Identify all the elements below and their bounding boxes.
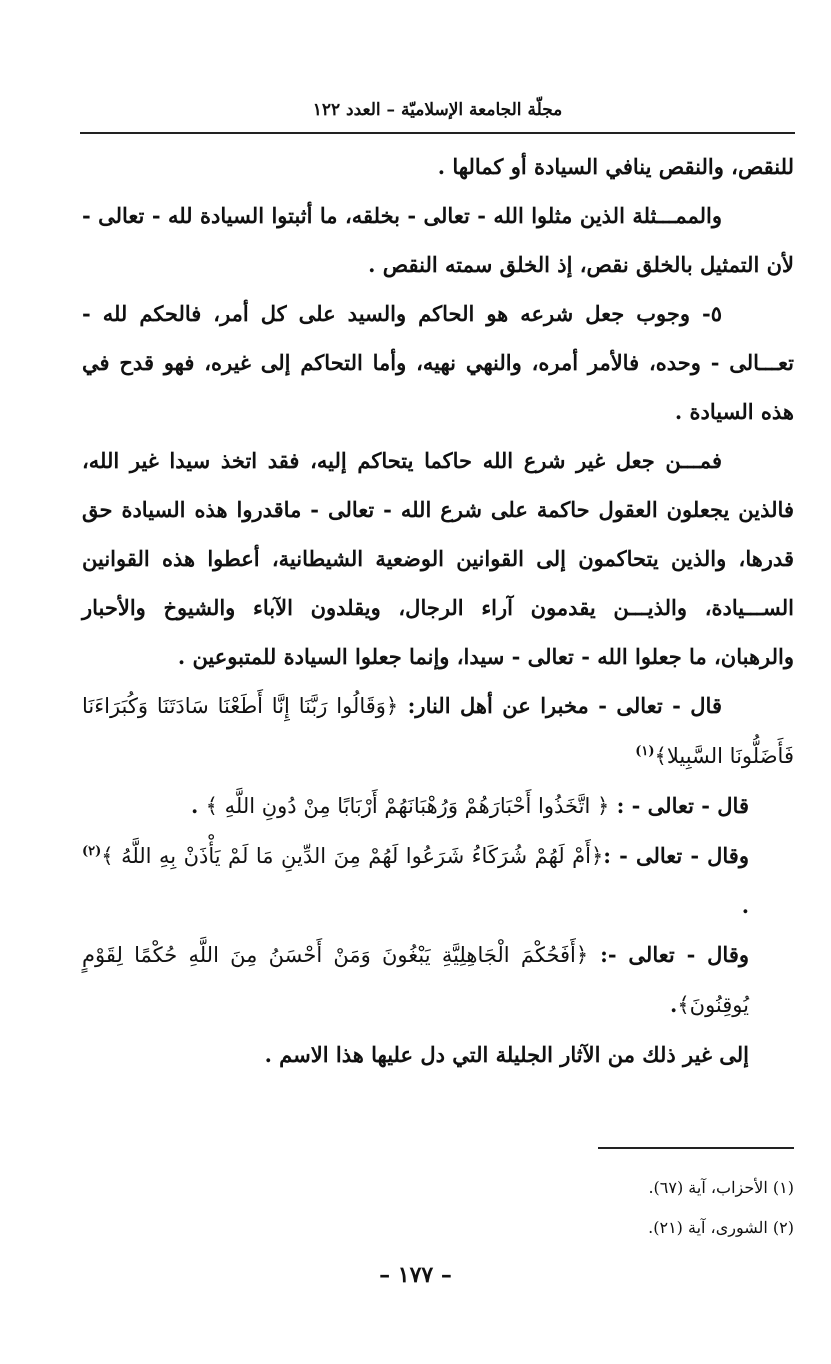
footnote-ref-2: (٢) bbox=[82, 844, 102, 859]
footnote-ref-1: (١) bbox=[635, 744, 655, 759]
paragraph-4: فمـــن جعل غير شرع الله حاكما يتحاكم إليه، فقد اتخذ سيدا غير الله، فالذين يجعلون العقول حاكمة على شرع الله - تعالى - ماقدروا هذه السيادة حق قدرها، والذين يتحاكمون إلى القوانين الوضعية الشيطانية، أعطوا هذه القوانين الســـيادة، والذيـــن يقدمون آراء الرجال، ويقلدون الآباء والشيوخ والأحبار والرهبان، ما جعلوا الله - تعالى - سيدا، وإنما جعلوا السيادة للمتبوعين . bbox=[82, 448, 794, 669]
header-rule bbox=[80, 132, 795, 134]
footnote-2: (٢) الشورى، آية (٢١). bbox=[648, 1218, 794, 1237]
paragraph-5 bbox=[82, 681, 794, 781]
verse-1-intro: قال - تعالى - : bbox=[609, 793, 749, 818]
footnotes bbox=[420, 1168, 794, 1248]
quran-verse-4: ﴿أَفَحُكْمَ الْجَاهِلِيَّةِ يَبْغُونَ وَمَنْ أَحْسَنُ مِنَ اللَّهِ حُكْمًا لِقَوْمٍ يُوقِنُونَ﴾ bbox=[82, 943, 749, 1017]
main-text bbox=[82, 142, 794, 1079]
closing-line: إلى غير ذلك من الآثار الجليلة التي دل عليها هذا الاسم . bbox=[264, 1042, 749, 1067]
paragraph-3: ٥- وجوب جعل شرعه هو الحاكم والسيد على كل أمر، فالحكم لله - تعـــالى - وحده، فالأمر أمره، والنهي نهيه، وأما التحاكم إلى غيره، فهو قدح في هذه السيادة . bbox=[82, 301, 794, 424]
quran-verse-1: ﴿وَقَالُوا رَبَّنَا إِنَّا أَطَعْنَا سَادَتَنَا وَكُبَرَاءَنَا فَأَضَلُّونَا السَّبِيلا﴾ bbox=[82, 694, 794, 768]
verse-1-end: . bbox=[191, 793, 206, 818]
verse-line-3 bbox=[82, 930, 794, 1030]
verse-line-2 bbox=[82, 831, 794, 930]
verse-2-intro: وقال - تعالى - : bbox=[603, 843, 749, 868]
paragraph-2: والممـــثلة الذين مثلوا الله - تعالى - بخلقه، ما أثبتوا السيادة لله - تعالى - لأن التمثيل بالخلق نقص، إذ الخلق سمته النقص . bbox=[82, 203, 794, 277]
footnote-rule bbox=[598, 1147, 794, 1149]
verse-3-end: . bbox=[670, 992, 678, 1017]
quran-verse-2: ﴿ اتَّخَذُوا أَحْبَارَهُمْ وَرُهْبَانَهُمْ أَرْبَابًا مِنْ دُونِ اللَّهِ ﴾ bbox=[205, 794, 610, 818]
page-number: – ١٧٧ – bbox=[379, 1262, 452, 1288]
footnote-1: (١) الأحزاب، آية (٦٧). bbox=[648, 1178, 794, 1197]
verse-line-1 bbox=[82, 781, 794, 831]
paragraph-5-intro: قال - تعالى - مخبرا عن أهل النار: bbox=[398, 693, 722, 718]
quran-verse-3: ﴿أَمْ لَهُمْ شُرَكَاءُ شَرَعُوا لَهُمْ مِنَ الدِّينِ مَا لَمْ يَأْذَنْ بِهِ اللَّهُ ﴾ bbox=[101, 844, 604, 868]
verse-3-intro: وقال - تعالى -: bbox=[588, 942, 749, 967]
verse-2-end: . bbox=[741, 893, 749, 918]
running-header: مجلّة الجامعة الإسلاميّة – العدد ١٢٢ bbox=[312, 100, 563, 120]
paragraph-1: للنقص، والنقص ينافي السيادة أو كمالها . bbox=[437, 154, 794, 179]
